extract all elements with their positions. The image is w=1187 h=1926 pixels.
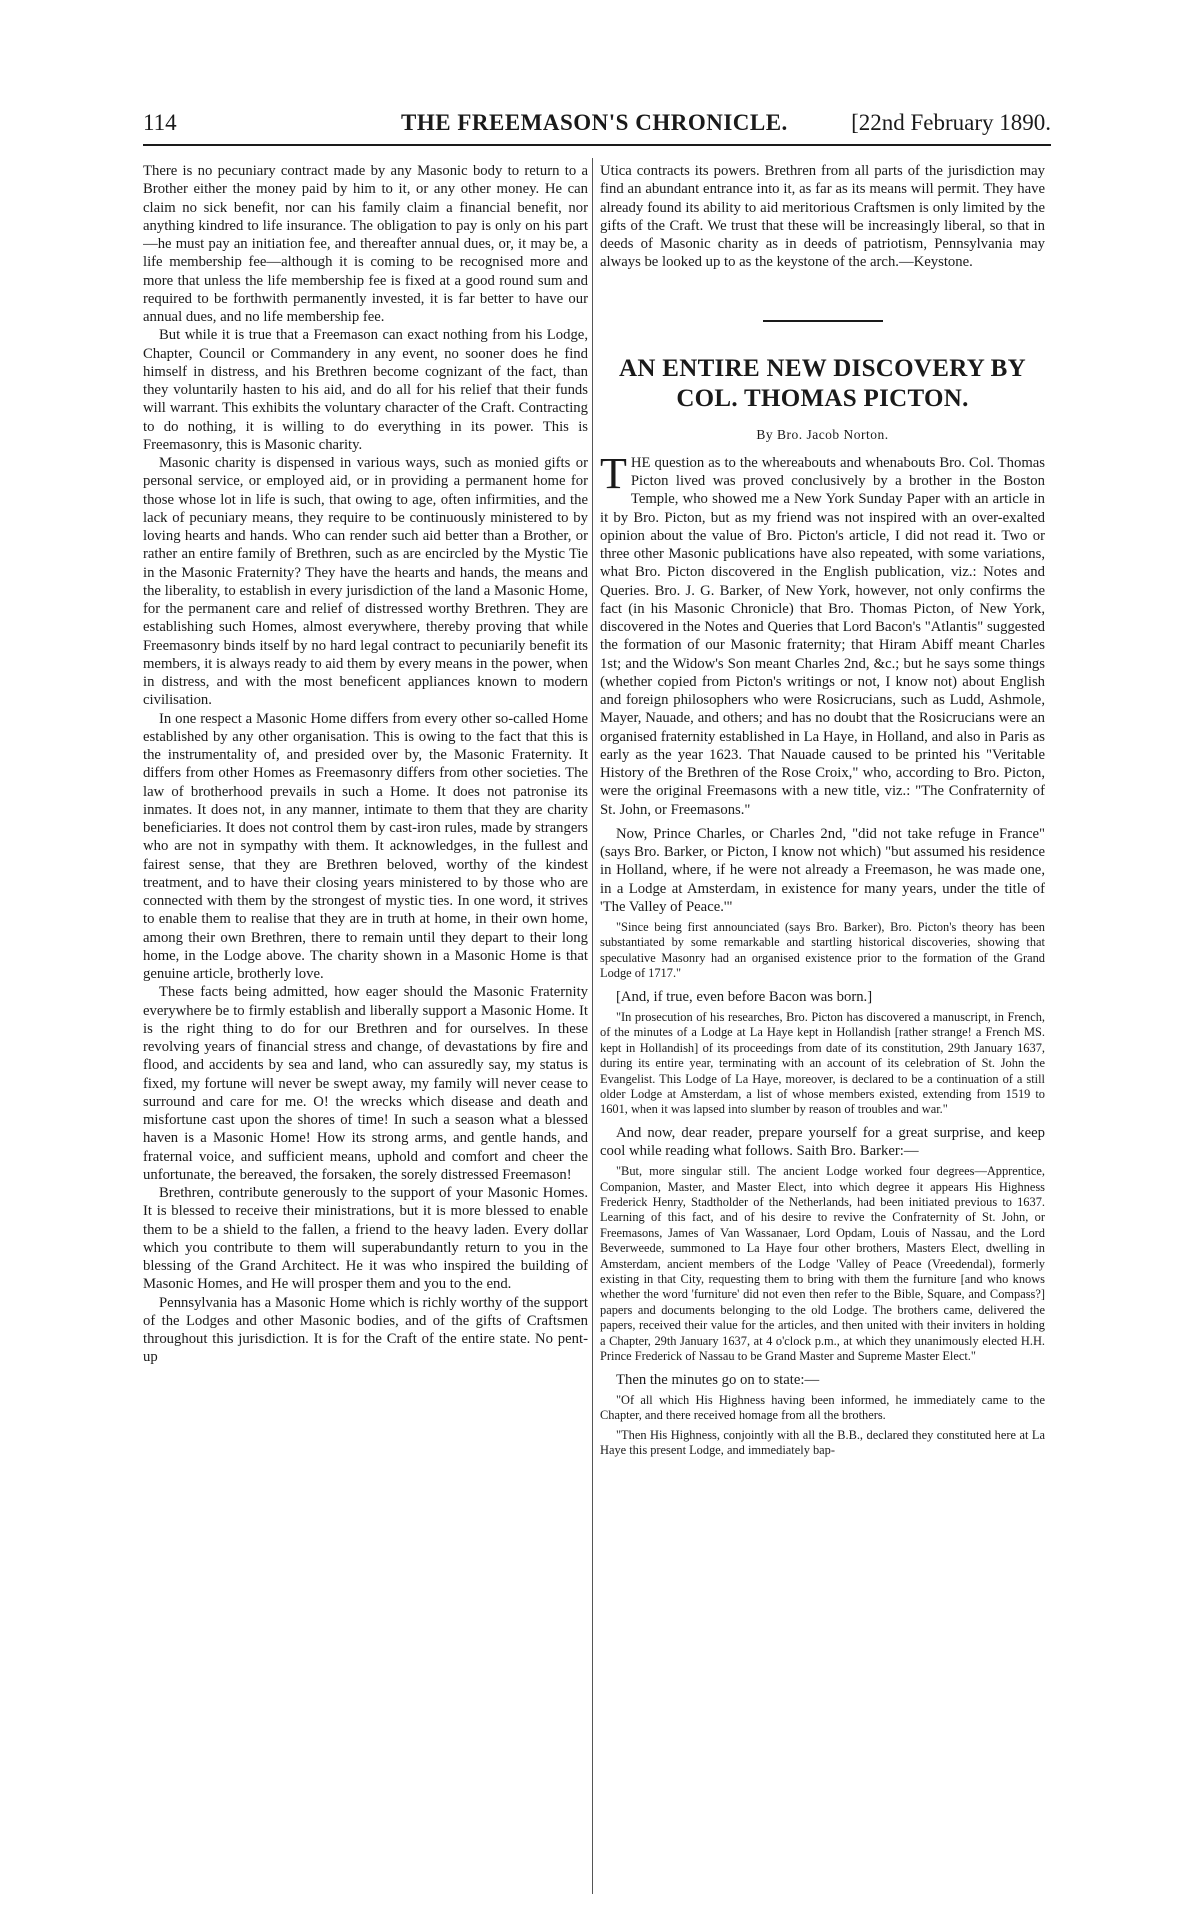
paragraph: Then the minutes go on to state:— xyxy=(616,1371,820,1388)
section-divider xyxy=(763,320,883,322)
paragraph: These facts being admitted, how eager should the Masonic Fraternity everywhere be to firmly establish and liberally support a Masonic Home. It is the right thing to do for our Brethren and for ourselves. In these revolving years of financial stress and change, of devastations by fire and flood, and accidents by sea and land, who can assuredly say, my status is fixed, my fortune will never be swept away, my family will never cease to surround and care for me. O! the wrecks which disease and death and misfortune cast upon the shores of time! In such a season what a blessed haven is a Masonic Home! How its strong arms, and gentle hands, and fraternal voice, and sufficient means, uphold and comfort and cheer the unfortunate, the bereaved, the forsaken, the sorely distressed Freemason! xyxy=(143,984,588,1183)
lead-paragraph-block xyxy=(600,448,1045,819)
quotation: "Then His Highness, conjointly with all the B.B., declared they constituted here at La Haye this present Lodge, and immediately bap- xyxy=(600,1427,1045,1457)
lead-paragraph: HE question as to the whereabouts and whenabouts Bro. Col. Thomas Picton lived was proved conclusively by a brother in the Boston Temple, who showed me a New York Sunday Paper with an article in it by Bro. Picton, but as my friend was not inspired with an over-exalted opinion about the value of Bro. Picton's article, I did not read it. Two or three other Masonic publications have also repeated, with some variations, what Bro. Picton discovered in the English publication, viz.: Notes and Queries. Bro. J. G. Barker, of New York, however, not only confirms the fact (in his Masonic Chronicle) that Bro. Thomas Picton, of New York, discovered in the Notes and Queries that Lord Bacon's "Atlantis" suggested the formation of our Masonic fraternity; that Hiram Abiff meant Charles 1st; and the Widow's Son meant Charles 2nd, &c.; but he says some things (whether copied from Picton's writings or not, I know not) about English and foreign philosophers who were Rosicrucians, such as Ludd, Ashmole, Mayer, Nauade, and others; and has no doubt that the Rosicrucians were an organised fraternity established in La Haye, in Holland, and also in Paris as early as the year 1623. That Nauade caused to be printed his "Veritable History of the Brethren of the Rose Croix," who, according to Bro. Picton, were the original Freemasons with a new title, viz.: "The Confraternity of St. John, or Freemasons." xyxy=(600,454,1045,818)
issue-date: [22nd February 1890. xyxy=(851,110,1051,135)
left-column xyxy=(143,162,588,1892)
paragraph: Pennsylvania has a Masonic Home which is richly worthy of the support of the Lodges and other Masonic bodies, and of the gifts of Craftsmen throughout this jurisdiction. It is for the Craft of the entire state. No pent-up xyxy=(143,1294,588,1366)
quotation: "In prosecution of his researches, Bro. Picton has discovered a manuscript, in French, of the minutes of a Lodge at La Haye kept in Hollandish [rather strange! a French MS. kept in Hollandish] of its proceedings from date of its constitution, 29th January 1637, during its entire year, terminating with an account of its celebration of St. John the Evangelist. This Lodge of La Haye, moreover, is declared to be a continuation of a still older Lodge at Amsterdam, a list of whose members existed, extending from 1519 to 1601, when it was lapsed into slumber by reason of troubles and war." xyxy=(600,1009,1045,1117)
paragraph: Brethren, contribute generously to the support of your Masonic Homes. It is blessed to receive their ministrations, but it is more blessed to enable them to be a shield to the fallen, a friend to the heavy laden. Every dollar which you contribute to them will superabundantly return to you in the blessing of the Grand Architect. He it was who inspired the building of Masonic Homes, and He will prosper them and you to the end. xyxy=(143,1185,588,1293)
paragraph: And now, dear reader, prepare yourself for a great surprise, and keep cool while reading what follows. Saith Bro. Barker:— xyxy=(600,1124,1045,1159)
page-header xyxy=(143,108,1051,146)
article-byline: By Bro. Jacob Norton. xyxy=(756,426,889,442)
column-divider xyxy=(592,158,593,1894)
continuation-paragraph: Utica contracts its powers. Brethren from all parts of the jurisdiction may find an abundant entrance into it, as far as its means will permit. They have already found its ability to aid meritorious Craftsmen is only limited by the gifts of the Craft. We trust that these will be increasingly liberal, so that in deeds of Masonic charity as in deeds of patriotism, Pennsylvania may always be looked up to as the keystone of the arch.—Keystone. xyxy=(600,163,1045,271)
paragraph: There is no pecuniary contract made by any Masonic body to return to a Brother either the money paid by him to it, or any other money. He can claim no sick benefit, nor can his family claim a financial benefit, nor anything kindred to life insurance. The obligation to pay is only on his part—he must pay an initiation fee, and thereafter annual dues, or, it may be, a life membership fee—although it is coming to be recognised more and more that unless the life membership fee is fixed at a good round sum and required to be forthwith permanently invested, it is far better to have our annual dues, and no life membership fee. xyxy=(143,163,588,325)
editorial-aside: [And, if true, even before Bacon was born.] xyxy=(616,988,873,1005)
quotation: "Of all which His Highness having been informed, he immediately came to the Chapter, and there received homage from all the brothers. xyxy=(600,1392,1045,1423)
paragraph: Masonic charity is dispensed in various ways, such as monied gifts or personal service, or employed aid, or in providing a permanent home for those whose lot in life is such, that owing to age, often infirmities, and the lack of pecuniary means, they require to be continuously ministered to by loving hearts and hands. Who can render such aid better than a Brother, or rather an entire family of Brethren, such as are encircled by the Mystic Tie in the Masonic Fraternity? They have the hearts and hands, the means and the liberality, to establish in every jurisdiction of the land a Masonic Home, for the permanent care and relief of distressed worthy Brethren. They are establishing such Homes, almost everywhere, thereby proving that while Freemasonry binds itself by no hard legal contract to pecuniarily benefit its members, it is always ready to aid them by every means in the power, when in distress, and with the most beneficent appliances known to modern civilisation. xyxy=(143,455,588,709)
page-number: 114 xyxy=(143,110,177,135)
drop-cap: T xyxy=(600,448,627,498)
paragraph: In one respect a Masonic Home differs from every other so-called Home established by any other organisation. This is owing to the fact that this is the instrumentality of, and presided over by, the Masonic Fraternity. It differs from other Homes as Freemasonry differs from other societies. The law of brotherhood prevails in such a Home. It does not patronise its inmates. It does not, in any manner, intimate to them that they are charity beneficiaries. It does not control them by cast-iron rules, made by strangers who are not in sympathy with them. It acknowledges, in the fullest and fairest sense, that they are Brethren beloved, worthy of the kindest treatment, and to have their closing years ministered to by those who are connected with them by the strongest of mystic ties. In one word, it strives to enable them to realise that they are in truth at home, in their own home, among their own Brethren, there to remain until they depart to their long home, in the Lodge above. The charity shown in a Masonic Home is that genuine article, brotherly love. xyxy=(143,710,588,982)
quotation: "Since being first announciated (says Bro. Barker), Bro. Picton's theory has been substantiated by some remarkable and startling historical discoveries, showing that speculative Masonry had an organised existence prior to the formation of the Grand Lodge of 1717." xyxy=(600,920,1045,981)
paragraph: But while it is true that a Freemason can exact nothing from his Lodge, Chapter, Council or Commandery in any event, no sooner does he find himself in distress, and his Brethren become cognizant of the fact, than they voluntarily hasten to his aid, and do all for his relief that their funds will warrant. This exhibits the voluntary character of the Craft. Contracting to do nothing, it is willing to do everything in its power. This is Freemasonry, this is Masonic charity. xyxy=(143,327,588,453)
publication-title: THE FREEMASON'S CHRONICLE. xyxy=(401,110,788,135)
quotation: "But, more singular still. The ancient Lodge worked four degrees—Apprentice, Companion, Master, and Master Elect, into which degree it appears His Highness Frederick Henry, Stadtholder of the Netherlands, had been initiated previous to 1637. Learning of this fact, and of his desire to revive the Confraternity of St. John, or Freemasons, James of Van Wassanaer, Lord Opdam, Louis of Nassau, and the Lord Beverweede, summoned to La Haye four other brothers, Masters Elect, dwelling in Amsterdam, ancient members of the Lodge 'Valley of Peace (Vreedendal), formerly existing in that City, requesting them to bring with them the furniture [and who knows whether the word 'furniture' did not even then refer to the Bible, Square, and Compass?] papers and documents belonging to the old Lodge. The brothers came, delivered the papers, received their value for the articles, and then united with their inviters in holding a Chapter, 29th January 1637, at 4 o'clock p.m., at which they unanimously elected H.H. Prince Frederick of Nassau to be Grand Master and Supreme Master Elect." xyxy=(600,1164,1045,1364)
right-column xyxy=(600,162,1045,1892)
article-title: AN ENTIRE NEW DISCOVERY BY COL. THOMAS PICTON. xyxy=(619,354,1026,412)
paragraph: Now, Prince Charles, or Charles 2nd, "did not take refuge in France" (says Bro. Barker, or Picton, I know not which) "but assumed his residence in Holland, where, if he were not already a Freemason, he was made one, in a Lodge at Amsterdam, in existence for many years, under the title of 'The Valley of Peace.'" xyxy=(600,825,1045,915)
